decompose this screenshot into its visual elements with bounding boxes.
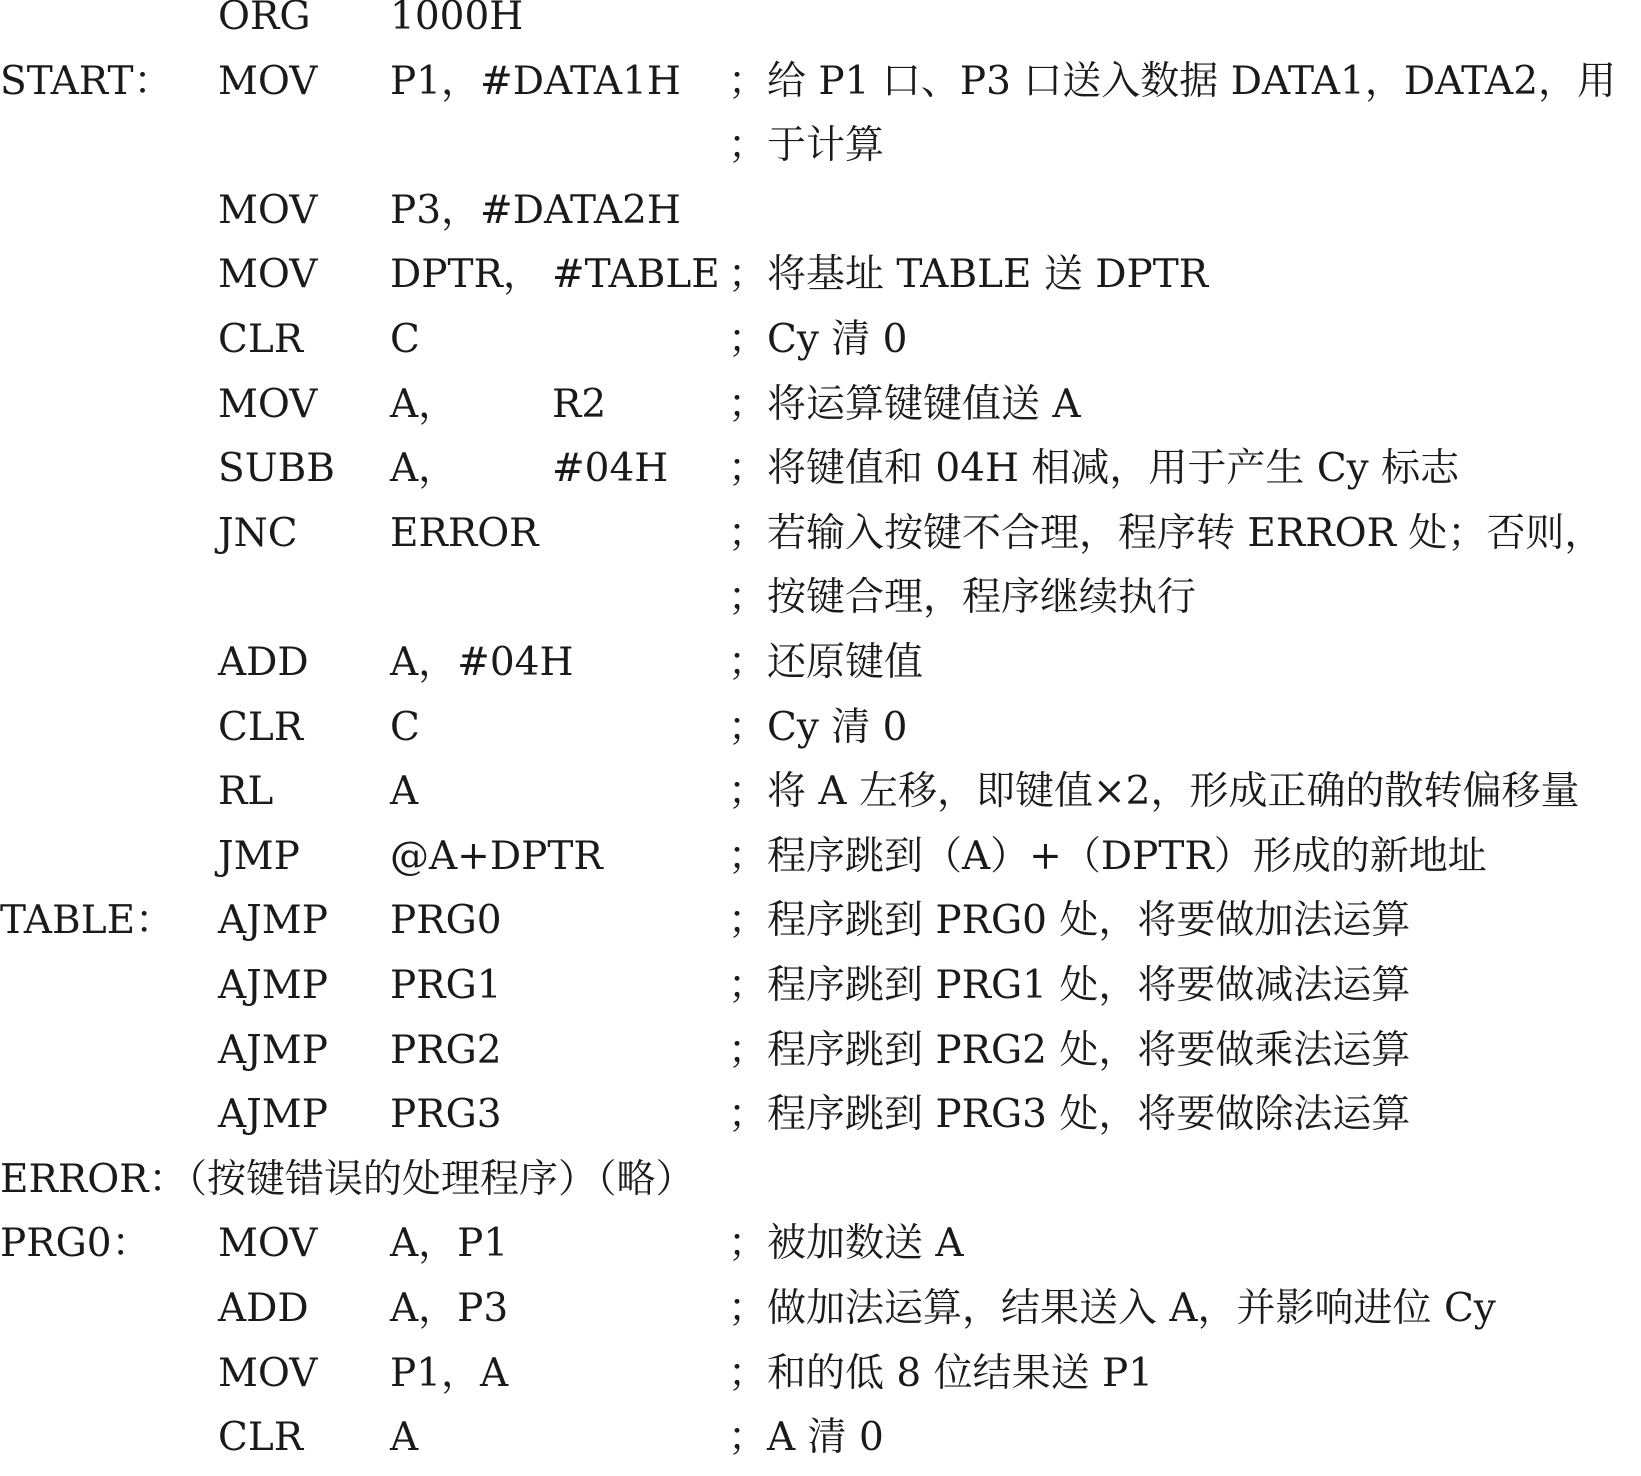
code-comment: ；将键值和 04H 相减，用于产生 Cy 标志 bbox=[728, 446, 1460, 491]
code-label: TABLE： bbox=[0, 898, 175, 943]
code-line bbox=[0, 565, 1641, 631]
code-line bbox=[0, 630, 1641, 696]
code-operand: PRG3 bbox=[390, 1092, 502, 1137]
code-line bbox=[0, 1018, 1641, 1084]
code-opcode: ADD bbox=[218, 640, 309, 685]
code-comment: ；程序跳到 PRG1 处，将要做减法运算 bbox=[728, 963, 1411, 1008]
code-opcode: SUBB bbox=[218, 446, 335, 491]
code-comment: ；若输入按键不合理，程序转 ERROR 处；否则， bbox=[728, 511, 1604, 556]
code-label: PRG0： bbox=[0, 1221, 151, 1266]
code-comment: ；和的低 8 位结果送 P1 bbox=[728, 1351, 1154, 1396]
code-operand: A bbox=[390, 1415, 419, 1460]
code-comment: ；Cy 清 0 bbox=[728, 317, 908, 362]
code-line bbox=[0, 1082, 1641, 1148]
code-line bbox=[0, 113, 1641, 179]
code-opcode: AJMP bbox=[218, 898, 328, 943]
code-comment: ；将基址 TABLE 送 DPTR bbox=[728, 252, 1209, 297]
code-line bbox=[0, 242, 1641, 308]
code-operand: DPTR， bbox=[390, 252, 542, 297]
code-operand: A， bbox=[390, 446, 458, 491]
code-comment: ；于计算 bbox=[728, 123, 885, 168]
code-line bbox=[0, 1341, 1641, 1407]
code-line bbox=[0, 759, 1641, 825]
code-opcode: RL bbox=[218, 769, 274, 814]
code-line bbox=[0, 1211, 1641, 1277]
code-line bbox=[0, 49, 1641, 115]
code-line bbox=[0, 372, 1641, 438]
code-opcode: CLR bbox=[218, 1415, 304, 1460]
code-statement: ERROR：（按键错误的处理程序）（略） bbox=[0, 1157, 695, 1202]
code-operand: 1000H bbox=[390, 0, 524, 39]
code-operand-2: #04H bbox=[552, 446, 669, 491]
code-opcode: CLR bbox=[218, 317, 304, 362]
code-comment: ；程序跳到（A）+（DPTR）形成的新地址 bbox=[728, 834, 1487, 879]
code-comment: ；做加法运算，结果送入 A，并影响进位 Cy bbox=[728, 1286, 1496, 1331]
code-operand: A，P1 bbox=[390, 1221, 509, 1266]
code-operand: PRG2 bbox=[390, 1028, 502, 1073]
code-operand: C bbox=[390, 317, 420, 362]
code-comment: ；Cy 清 0 bbox=[728, 705, 908, 750]
code-operand: PRG1 bbox=[390, 963, 502, 1008]
code-opcode: CLR bbox=[218, 705, 304, 750]
code-line bbox=[0, 436, 1641, 502]
code-opcode: JMP bbox=[218, 834, 300, 879]
code-comment: ；还原键值 bbox=[728, 640, 924, 685]
code-line bbox=[0, 178, 1641, 244]
code-line bbox=[0, 888, 1641, 954]
code-comment: ；程序跳到 PRG3 处，将要做除法运算 bbox=[728, 1092, 1411, 1137]
code-opcode: ORG bbox=[218, 0, 311, 39]
code-operand: P1，#DATA1H bbox=[390, 59, 681, 104]
code-operand: C bbox=[390, 705, 420, 750]
code-opcode: MOV bbox=[218, 1221, 318, 1266]
code-opcode: AJMP bbox=[218, 963, 328, 1008]
code-comment: ；按键合理，程序继续执行 bbox=[728, 575, 1197, 620]
code-opcode: AJMP bbox=[218, 1092, 328, 1137]
code-label: START： bbox=[0, 59, 173, 104]
code-line bbox=[0, 307, 1641, 373]
code-comment: ；程序跳到 PRG2 处，将要做乘法运算 bbox=[728, 1028, 1411, 1073]
code-operand: A bbox=[390, 769, 419, 814]
code-operand: @A+DPTR bbox=[390, 834, 603, 879]
code-comment: ；被加数送 A bbox=[728, 1221, 964, 1266]
code-opcode: MOV bbox=[218, 1351, 318, 1396]
code-operand-2: R2 bbox=[552, 382, 607, 427]
code-comment: ；程序跳到 PRG0 处，将要做加法运算 bbox=[728, 898, 1411, 943]
code-opcode: MOV bbox=[218, 252, 318, 297]
code-opcode: MOV bbox=[218, 188, 318, 233]
code-opcode: JNC bbox=[218, 511, 298, 556]
code-comment: ；给 P1 口、P3 口送入数据 DATA1，DATA2，用 bbox=[728, 59, 1617, 104]
code-operand: A，#04H bbox=[390, 640, 574, 685]
code-operand: A， bbox=[390, 382, 458, 427]
code-line bbox=[0, 953, 1641, 1019]
code-line bbox=[0, 824, 1641, 890]
code-line bbox=[0, 1147, 1641, 1213]
code-opcode: MOV bbox=[218, 59, 318, 104]
code-operand: A，P3 bbox=[390, 1286, 509, 1331]
code-operand: ERROR bbox=[390, 511, 539, 556]
code-operand: PRG0 bbox=[390, 898, 502, 943]
code-comment: ；将运算键键值送 A bbox=[728, 382, 1081, 427]
code-opcode: AJMP bbox=[218, 1028, 328, 1073]
code-operand: P1，A bbox=[390, 1351, 509, 1396]
code-line bbox=[0, 0, 1641, 50]
code-operand: P3，#DATA2H bbox=[390, 188, 681, 233]
code-line bbox=[0, 695, 1641, 761]
code-comment: ；将 A 左移，即键值×2，形成正确的散转偏移量 bbox=[728, 769, 1580, 814]
code-operand-2: #TABLE bbox=[552, 252, 720, 297]
code-line bbox=[0, 1276, 1641, 1342]
code-opcode: MOV bbox=[218, 382, 318, 427]
code-line bbox=[0, 1405, 1641, 1471]
code-opcode: ADD bbox=[218, 1286, 309, 1331]
code-line bbox=[0, 501, 1641, 567]
code-comment: ；A 清 0 bbox=[728, 1415, 884, 1460]
